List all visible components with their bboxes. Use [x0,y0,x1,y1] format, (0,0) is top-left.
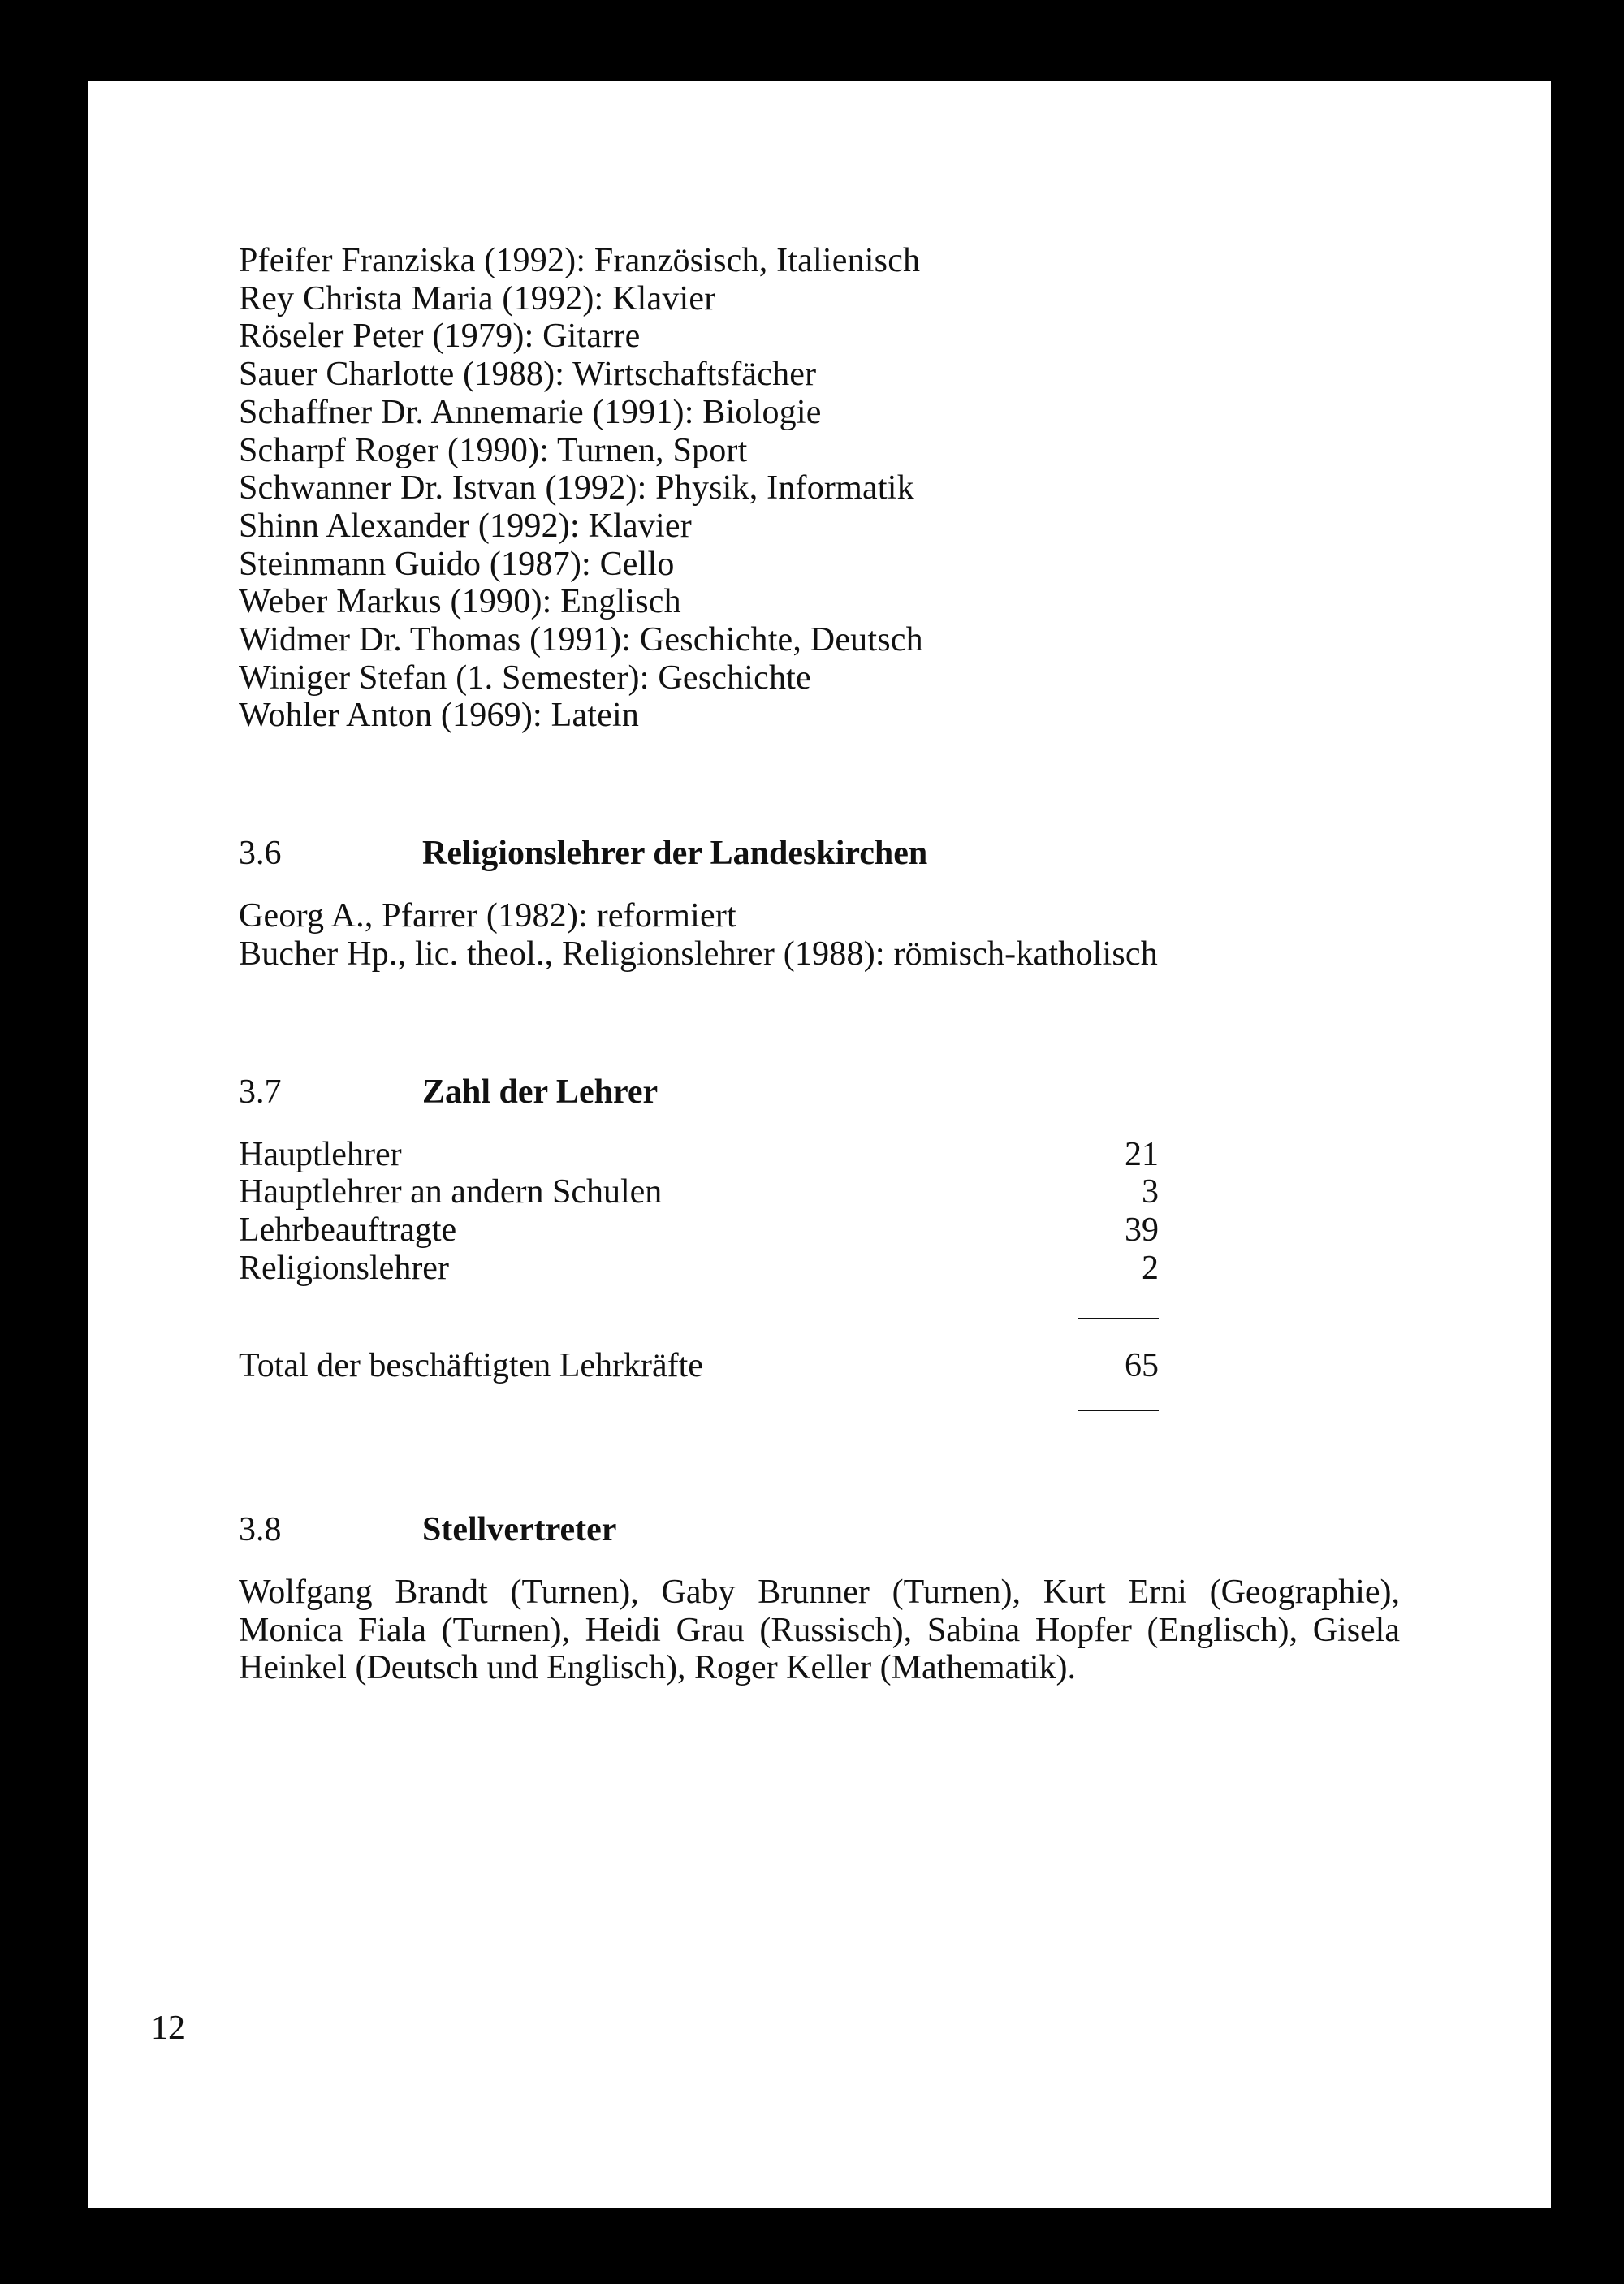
page-number: 12 [151,2010,185,2047]
teachers-list [239,242,1400,735]
sum-rule [1078,1318,1159,1319]
list-item: Röseler Peter (1979): Gitarre [239,317,641,356]
section-heading [239,1071,1400,1113]
total-label: Total der beschäftigten Lehrkräfte [239,1347,703,1385]
list-item: Scharpf Roger (1990): Turnen, Sport [239,431,748,469]
count-label: Lehrbeauftragte [239,1211,457,1249]
substitutes-paragraph: Wolfgang Brandt (Turnen), Gaby Brunner (Turnen), Kurt Erni (Geographie), Monica Fiala (Turnen), Heidi Grau (Russisch), Sabina Hopfer (Englisch), Gisela Heinkel (Deutsch und Englisch), Roger Keller (Mathematik). [239,1574,1400,1687]
list-item: Steinmann Guido (1987): Cello [239,545,675,583]
list-item: Sauer Charlotte (1988): Wirtschaftsfächer [239,356,817,394]
section-number: 3.7 [239,1073,282,1111]
section-title: Zahl der Lehrer [422,1073,659,1111]
count-row [239,1136,1159,1174]
section-teacher-count [239,1071,1400,1412]
list-item: Georg A., Pfarrer (1982): reformiert [239,897,736,935]
count-row [239,1173,1159,1211]
list-item: Rey Christa Maria (1992): Klavier [239,279,716,317]
list-item: Schwanner Dr. Istvan (1992): Physik, Informatik [239,469,914,507]
count-value: 2 [1142,1249,1159,1287]
total-rule [1078,1410,1159,1411]
list-item: Bucher Hp., lic. theol., Religionslehrer (1988): römisch-katholisch [239,935,1158,973]
list-item: Shinn Alexander (1992): Klavier [239,507,692,545]
section-substitutes [239,1509,1400,1687]
count-label: Hauptlehrer [239,1135,402,1173]
count-label: Religionslehrer [239,1249,449,1287]
count-row [239,1211,1159,1250]
list-item: Pfeifer Franziska (1992): Französisch, Italienisch [239,242,921,279]
section-religion-teachers [239,832,1400,973]
total-row [239,1347,1159,1385]
section-title: Religionslehrer der Landeskirchen [422,835,928,873]
total-value: 65 [1125,1347,1159,1385]
section-number: 3.6 [239,835,282,873]
count-value: 21 [1125,1135,1159,1173]
section-heading [239,832,1400,874]
count-label: Hauptlehrer an andern Schulen [239,1173,663,1211]
count-row [239,1250,1159,1288]
list-item: Wohler Anton (1969): Latein [239,697,640,735]
list-item: Schaffner Dr. Annemarie (1991): Biologie [239,393,822,431]
section-number: 3.8 [239,1511,282,1549]
section-title: Stellvertreter [422,1511,617,1549]
document-body [239,242,1400,1687]
list-item: Widmer Dr. Thomas (1991): Geschichte, Deutsch [239,621,923,659]
count-value: 3 [1142,1173,1159,1211]
section-heading [239,1509,1400,1551]
document-page [88,81,1551,2208]
count-value: 39 [1125,1211,1159,1249]
list-item: Winiger Stefan (1. Semester): Geschichte [239,658,811,697]
list-item: Weber Markus (1990): Englisch [239,583,681,621]
